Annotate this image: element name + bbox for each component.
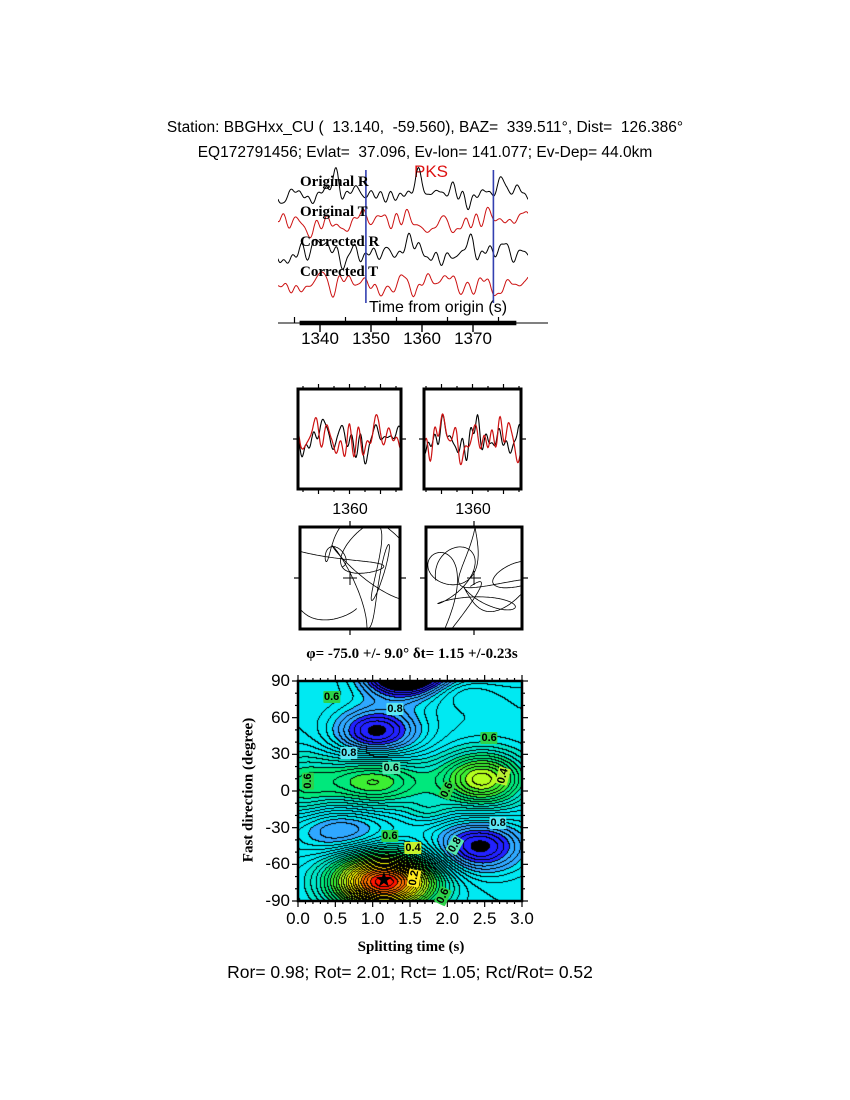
- contour-label: 0.6: [301, 773, 314, 789]
- event-info-line: EQ172791456; Evlat= 37.096, Ev-lon= 141.077; Ev-Dep= 44.0km: [197, 144, 653, 161]
- trace-label-original-t: Original T: [300, 204, 368, 220]
- contour-label: 0.4: [494, 767, 511, 786]
- phase-pick-label: PKS: [414, 162, 449, 181]
- contour-label: 0.6: [438, 780, 456, 800]
- contour-label: 0.8: [387, 703, 403, 716]
- zoom-panel-left-tick: 1360: [332, 501, 368, 518]
- contour-label: 0.6: [383, 761, 399, 774]
- time-tick-label: 1350: [352, 329, 390, 348]
- fast-direction-tick-label: -90: [265, 891, 290, 910]
- splitting-time-tick-label: 1.5: [398, 909, 422, 928]
- fast-direction-tick-label: 0: [280, 781, 290, 800]
- splitting-time-tick-label: 0.0: [286, 909, 310, 928]
- time-tick-label: 1370: [454, 329, 492, 348]
- splitting-time-tick-label: 2.0: [435, 909, 460, 928]
- time-tick-label: 1340: [301, 329, 339, 348]
- fast-direction-tick-label: 90: [271, 671, 290, 690]
- contour-label: 0.6: [323, 690, 340, 703]
- contour-label: 0.8: [490, 816, 506, 829]
- contour-label: 0.8: [445, 835, 464, 855]
- contour-label: 0.6: [481, 732, 497, 745]
- contour-label: 0.4: [405, 842, 421, 855]
- time-tick-label: 1360: [403, 329, 441, 348]
- particle-motion-panel-left: [294, 521, 406, 639]
- contour-label: 0.6: [382, 830, 398, 843]
- trace-label-corrected-t: Corrected T: [300, 264, 379, 280]
- best-solution-star: ★: [374, 868, 394, 892]
- fast-direction-tick-label: -30: [265, 817, 290, 837]
- splitting-result-text: φ= -75.0 +/- 9.0° δt= 1.15 +/-0.23s: [306, 646, 518, 662]
- quality-stats-line: Ror= 0.98; Rot= 2.01; Rct= 1.05; Rct/Rot= 0.52: [227, 962, 593, 982]
- fast-direction-tick-label: -60: [265, 854, 290, 874]
- contour-label: 0.6: [434, 886, 452, 906]
- splitting-time-tick-label: 3.0: [510, 909, 534, 928]
- splitting-time-tick-label: 1.0: [360, 909, 385, 928]
- time-axis-label: Time from origin (s): [368, 299, 508, 316]
- zoom-panel-right-tick: 1360: [455, 501, 491, 518]
- trace-label-corrected-r: Corrected R: [300, 234, 380, 250]
- waveform-overlay-panel-right: [419, 384, 526, 496]
- waveform-overlay-panel-left: [293, 384, 406, 496]
- fast-direction-tick-label: 60: [271, 707, 290, 727]
- error-surface-x-axis-label: Splitting time (s): [357, 939, 465, 955]
- station-info-line: Station: BBGHxx_CU ( 13.140, -59.560), BAZ= 339.511°, Dist= 126.386°: [166, 119, 684, 136]
- fast-direction-tick-label: 30: [271, 744, 290, 764]
- contour-label: 0.2: [407, 869, 422, 887]
- particle-motion-panel-right: [420, 521, 528, 639]
- error-surface-y-axis-label: Fast direction (degree): [240, 717, 257, 863]
- contour-label: 0.8: [341, 747, 357, 760]
- splitting-time-tick-label: 0.5: [323, 909, 348, 928]
- splitting-time-tick-label: 2.5: [472, 909, 497, 928]
- trace-label-original-r: Original R: [300, 174, 369, 190]
